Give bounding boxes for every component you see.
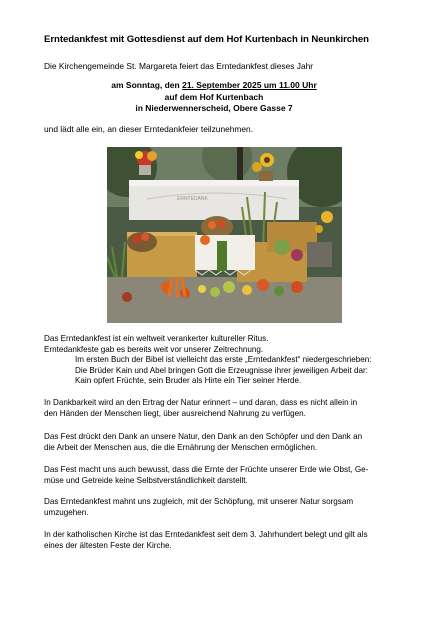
paragraph-2-line-1: In Dankbarkeit wird an den Ertrag der Natur erinnert – und daran, dass es nicht allein in	[44, 398, 358, 407]
document-title: Erntedankfest mit Gottesdienst auf dem Hof Kurtenbach in Neunkirchen	[44, 34, 369, 45]
paragraph-1-line-2: Erntedankfeste gab es bereits weit vor unserer Zeitrechnung.	[44, 344, 264, 354]
invitation-date-line	[44, 80, 384, 92]
paragraph-6-line-2: eines der ältesten Feste der Kirche.	[44, 540, 172, 550]
paragraph-6	[44, 530, 404, 551]
paragraph-1	[44, 334, 404, 387]
paragraph-3-line-1: Das Fest drückt den Dank an unsere Natur, den Dank an den Schöpfer und den Dank an	[44, 432, 363, 441]
paragraph-1-indent-2: Die Brüder Kain und Abel bringen Gott die Erzeugnisse ihrer jeweiligen Arbeit dar:	[75, 365, 368, 375]
paragraph-1-line-1: Das Erntedankfest ist ein weltweit verankerter kultureller Ritus.	[44, 334, 269, 343]
paragraph-1-indent-1: Im ersten Buch der Bibel ist vielleicht das erste „Erntedankfest“ niedergeschrieben:	[75, 355, 372, 364]
paragraph-6-line-1: In der katholischen Kirche ist das Erntedankfest seit dem 3. Jahrhundert belegt und gilt als	[44, 530, 368, 539]
invitation-end-text: und lädt alle ein, an dieser Erntedankfeier teilzunehmen.	[44, 124, 254, 134]
invitation-block	[44, 80, 384, 115]
paragraph-1-indent-3: Kain opfert Früchte, sein Bruder als Hirte ein Tier seiner Herde.	[75, 376, 302, 385]
paragraph-5-line-1: Das Erntedankfest mahnt uns zugleich, mit der Schöpfung, mit unserer Natur sorgsam	[44, 497, 354, 506]
invitation-address: in Niederwennerscheid, Obere Gasse 7	[135, 103, 293, 114]
paragraph-5-line-2: umzugehen.	[44, 507, 89, 517]
harvest-photo	[107, 147, 342, 323]
paragraph-3	[44, 432, 404, 453]
paragraph-4	[44, 465, 404, 486]
paragraph-5	[44, 497, 404, 518]
paragraph-4-line-2: müse und Getreide keine Selbstverständlichkeit darstellt.	[44, 475, 248, 485]
harvest-photo-illustration	[107, 147, 342, 323]
intro-text: Die Kirchengemeinde St. Margareta feiert das Erntedankfest dieses Jahr	[44, 61, 314, 71]
paragraph-4-line-1: Das Fest macht uns auch bewusst, dass die Ernte der Früchte unserer Erde wie Obst, Ge-	[44, 465, 369, 474]
invitation-prefix: am Sonntag, den	[111, 80, 183, 90]
paragraph-3-line-2: die Arbeit der Menschen aus, die die Ernährung der Menschen ermöglichen.	[44, 442, 318, 452]
paragraph-2	[44, 398, 404, 419]
paragraph-2-line-2: den Händen der Menschen liegt, über ausreichend Nahrung zu verfügen.	[44, 408, 306, 418]
invitation-date-time: 21. September 2025 um 11.00 Uhr	[182, 80, 317, 90]
banner-text: ERNTEDANK	[177, 196, 208, 202]
invitation-place: auf dem Hof Kurtenbach	[164, 91, 264, 102]
